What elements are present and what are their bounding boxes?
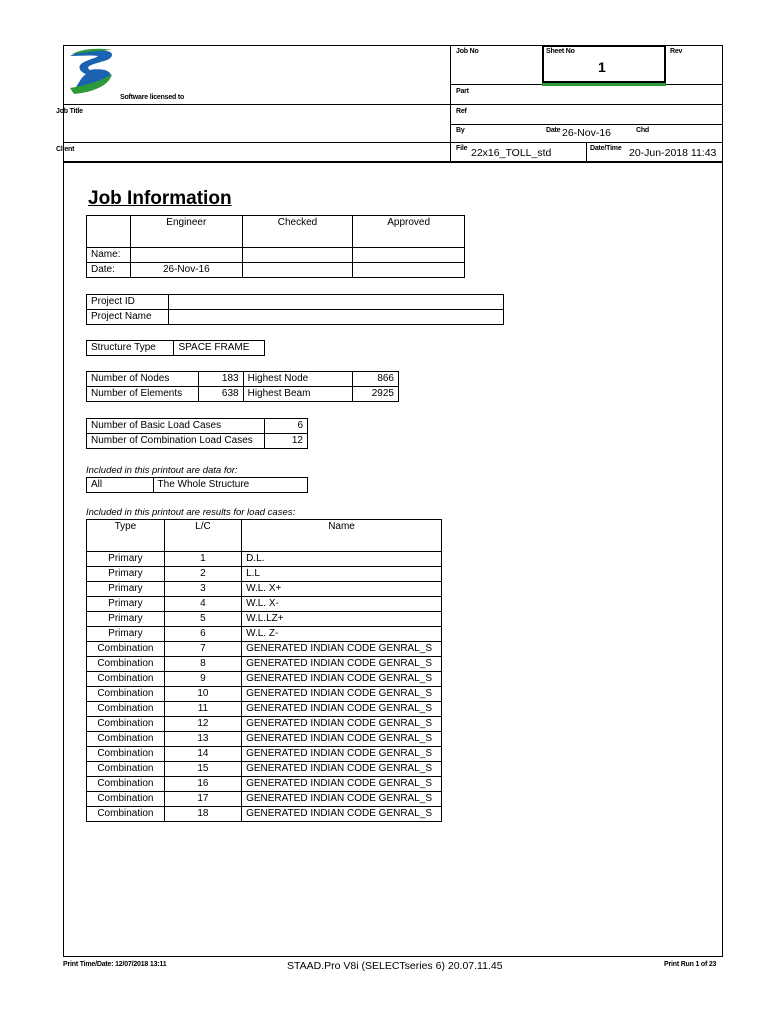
- load-case-name: GENERATED INDIAN CODE GENRAL_S: [242, 807, 442, 822]
- load-cases-caption: Included in this printout are results for load cases:: [86, 507, 296, 518]
- basic-loads-value: 6: [264, 419, 307, 434]
- name-header: Name: [242, 520, 442, 552]
- approval-corner-cell: [87, 216, 131, 248]
- frame-right: [722, 45, 723, 957]
- load-case-row: [87, 777, 442, 792]
- included-data-row: [87, 478, 308, 493]
- load-case-type: Primary: [87, 582, 165, 597]
- load-case-name: GENERATED INDIAN CODE GENRAL_S: [242, 687, 442, 702]
- load-cases-table: [86, 519, 442, 822]
- project-id-row: [87, 295, 504, 310]
- structure-type-value: SPACE FRAME: [174, 341, 265, 356]
- load-case-row: [87, 642, 442, 657]
- elements-value: 638: [198, 387, 243, 402]
- basic-loads-label: Number of Basic Load Cases: [87, 419, 265, 434]
- checked-header: Checked: [242, 216, 353, 248]
- ref-label: Ref: [456, 108, 467, 115]
- client-label: Client: [56, 146, 75, 153]
- engineer-date-cell: 26-Nov-16: [130, 263, 242, 278]
- load-case-name: W.L. X+: [242, 582, 442, 597]
- load-case-name: GENERATED INDIAN CODE GENRAL_S: [242, 642, 442, 657]
- load-case-row: [87, 612, 442, 627]
- combo-loads-value: 12: [264, 434, 307, 449]
- load-case-number: 7: [164, 642, 241, 657]
- approval-header-row: [87, 216, 465, 248]
- date-label: Date: [546, 127, 561, 134]
- page-title: Job Information: [88, 188, 232, 209]
- load-case-number: 13: [164, 732, 241, 747]
- name-label: Name:: [87, 248, 131, 263]
- engineer-name-cell: [130, 248, 242, 263]
- nodes-row: [87, 372, 399, 387]
- file-label: File: [456, 145, 468, 152]
- load-case-name: GENERATED INDIAN CODE GENRAL_S: [242, 792, 442, 807]
- load-case-number: 9: [164, 672, 241, 687]
- approved-date-cell: [353, 263, 465, 278]
- elements-row: [87, 387, 399, 402]
- load-cases-body: [87, 552, 442, 822]
- load-case-number: 4: [164, 597, 241, 612]
- job-no-label: Job No: [456, 48, 479, 55]
- load-case-type: Combination: [87, 762, 165, 777]
- included-scope: All: [87, 478, 154, 493]
- approved-header: Approved: [353, 216, 465, 248]
- load-case-row: [87, 597, 442, 612]
- date-row-label: Date:: [87, 263, 131, 278]
- program-version: STAAD.Pro V8i (SELECTseries 6) 20.07.11.45: [287, 960, 503, 972]
- approval-table: [86, 215, 465, 278]
- load-case-row: [87, 582, 442, 597]
- datetime-value: 20-Jun-2018 11:43: [629, 147, 717, 159]
- load-case-name: GENERATED INDIAN CODE GENRAL_S: [242, 702, 442, 717]
- load-case-row: [87, 687, 442, 702]
- load-case-row: [87, 627, 442, 642]
- load-case-type: Primary: [87, 597, 165, 612]
- load-case-number: 1: [164, 552, 241, 567]
- load-case-type: Combination: [87, 792, 165, 807]
- chd-label: Chd: [636, 127, 650, 134]
- load-case-row: [87, 717, 442, 732]
- combo-loads-row: [87, 434, 308, 449]
- file-divider: [586, 142, 587, 162]
- elements-label: Number of Elements: [87, 387, 199, 402]
- load-case-row: [87, 567, 442, 582]
- project-id-value: [168, 295, 503, 310]
- load-case-type: Combination: [87, 747, 165, 762]
- load-case-type: Combination: [87, 807, 165, 822]
- part-label: Part: [456, 88, 469, 95]
- lc-header: L/C: [164, 520, 241, 552]
- load-case-number: 14: [164, 747, 241, 762]
- load-case-type: Primary: [87, 627, 165, 642]
- load-case-type: Combination: [87, 717, 165, 732]
- by-label: By: [456, 127, 465, 134]
- load-case-name: GENERATED INDIAN CODE GENRAL_S: [242, 717, 442, 732]
- sheet-no-value: 1: [598, 59, 606, 75]
- included-data-table: [86, 477, 308, 493]
- date-value: 26-Nov-16: [562, 127, 612, 139]
- load-case-type: Combination: [87, 777, 165, 792]
- load-case-number: 12: [164, 717, 241, 732]
- highest-node-value: 866: [353, 372, 399, 387]
- load-case-name: GENERATED INDIAN CODE GENRAL_S: [242, 672, 442, 687]
- load-case-name: L.L: [242, 567, 442, 582]
- load-case-name: GENERATED INDIAN CODE GENRAL_S: [242, 762, 442, 777]
- included-description: The Whole Structure: [153, 478, 307, 493]
- print-time: Print Time/Date: 12/07/2018 13:11: [63, 961, 167, 968]
- combo-loads-label: Number of Combination Load Cases: [87, 434, 265, 449]
- load-case-type: Combination: [87, 657, 165, 672]
- rev-label: Rev: [670, 48, 683, 55]
- engineer-header: Engineer: [130, 216, 242, 248]
- highest-beam-label: Highest Beam: [243, 387, 353, 402]
- load-case-number: 18: [164, 807, 241, 822]
- load-case-row: [87, 657, 442, 672]
- load-case-type: Combination: [87, 642, 165, 657]
- load-case-name: W.L. X-: [242, 597, 442, 612]
- load-case-type: Combination: [87, 687, 165, 702]
- load-case-type: Combination: [87, 732, 165, 747]
- load-case-number: 10: [164, 687, 241, 702]
- approval-name-row: [87, 248, 465, 263]
- load-case-number: 16: [164, 777, 241, 792]
- file-value: 22x16_TOLL_std: [471, 147, 552, 159]
- job-title-label: Job Title: [56, 108, 83, 115]
- header-bottom-rule: [63, 161, 723, 163]
- load-case-name: GENERATED INDIAN CODE GENRAL_S: [242, 732, 442, 747]
- highest-node-label: Highest Node: [243, 372, 353, 387]
- structure-type-label: Structure Type: [87, 341, 174, 356]
- type-header: Type: [87, 520, 165, 552]
- approved-name-cell: [353, 248, 465, 263]
- project-table: [86, 294, 504, 325]
- load-case-row: [87, 792, 442, 807]
- header-line-2: [63, 104, 723, 105]
- checked-name-cell: [242, 248, 353, 263]
- header-line-3: [450, 124, 723, 125]
- load-case-type: Primary: [87, 612, 165, 627]
- print-run: Print Run 1 of 23: [664, 961, 717, 968]
- load-case-type: Primary: [87, 567, 165, 582]
- sheet-no-green-bar: [542, 83, 666, 86]
- load-case-row: [87, 552, 442, 567]
- load-case-name: D.L.: [242, 552, 442, 567]
- load-case-row: [87, 747, 442, 762]
- load-case-number: 3: [164, 582, 241, 597]
- load-cases-header-row: [87, 520, 442, 552]
- structure-type-row: [87, 341, 265, 356]
- highest-beam-value: 2925: [353, 387, 399, 402]
- load-case-name: GENERATED INDIAN CODE GENRAL_S: [242, 777, 442, 792]
- nodes-label: Number of Nodes: [87, 372, 199, 387]
- nodes-value: 183: [198, 372, 243, 387]
- load-case-row: [87, 672, 442, 687]
- load-case-row: [87, 732, 442, 747]
- basic-loads-row: [87, 419, 308, 434]
- load-case-number: 5: [164, 612, 241, 627]
- load-case-type: Primary: [87, 552, 165, 567]
- load-case-number: 6: [164, 627, 241, 642]
- load-counts-table: [86, 418, 308, 449]
- counts-table: [86, 371, 399, 402]
- load-case-name: W.L.LZ+: [242, 612, 442, 627]
- approval-date-row: [87, 263, 465, 278]
- project-name-value: [168, 310, 503, 325]
- header-line-4: [63, 142, 723, 143]
- load-case-row: [87, 702, 442, 717]
- load-case-name: GENERATED INDIAN CODE GENRAL_S: [242, 747, 442, 762]
- frame-left: [63, 45, 64, 957]
- licensed-to-label: Software licensed to: [120, 94, 185, 101]
- frame-bottom: [63, 956, 723, 957]
- checked-date-cell: [242, 263, 353, 278]
- load-case-number: 11: [164, 702, 241, 717]
- load-case-row: [87, 762, 442, 777]
- load-case-type: Combination: [87, 702, 165, 717]
- project-name-row: [87, 310, 504, 325]
- load-case-number: 2: [164, 567, 241, 582]
- datetime-label: Date/Time: [590, 145, 622, 152]
- sheet-no-label: Sheet No: [546, 48, 575, 55]
- project-name-label: Project Name: [87, 310, 169, 325]
- load-case-number: 8: [164, 657, 241, 672]
- load-case-row: [87, 807, 442, 822]
- load-case-type: Combination: [87, 672, 165, 687]
- project-id-label: Project ID: [87, 295, 169, 310]
- load-case-number: 15: [164, 762, 241, 777]
- load-case-name: W.L. Z-: [242, 627, 442, 642]
- structure-type-table: [86, 340, 265, 356]
- bentley-logo: [66, 48, 118, 94]
- load-case-number: 17: [164, 792, 241, 807]
- load-case-name: GENERATED INDIAN CODE GENRAL_S: [242, 657, 442, 672]
- included-data-caption: Included in this printout are data for:: [86, 465, 238, 476]
